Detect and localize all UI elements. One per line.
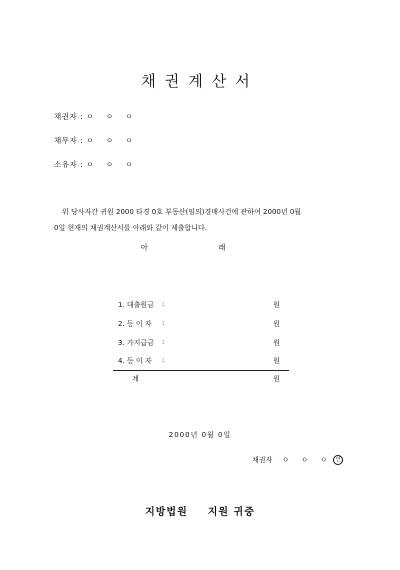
item-label: 2. 등 이 자 bbox=[118, 320, 152, 328]
party-owner: 소유자 : ㅇ ㅇ ㅇ bbox=[54, 160, 138, 169]
seal-icon: 인 bbox=[333, 455, 343, 465]
signer-value: ㅇ ㅇ ㅇ bbox=[282, 456, 332, 464]
item-unit: 원 bbox=[273, 339, 280, 347]
party-value: ㅇ ㅇ ㅇ bbox=[86, 136, 138, 145]
section-heading: 아 래 bbox=[140, 243, 260, 252]
party-creditor: 채권자 : ㅇ ㅇ ㅇ bbox=[54, 112, 138, 121]
total-unit: 원 bbox=[273, 375, 280, 383]
body-line-2: 0일 현재의 채권계산서를 아래와 같이 제출합니다. bbox=[54, 224, 208, 232]
item-row-interest-2: 4. 등 이 자 : 원 bbox=[118, 356, 280, 365]
party-label: 소유자 bbox=[54, 160, 78, 169]
body-paragraph bbox=[54, 204, 354, 236]
signer-label: 채권자 bbox=[251, 456, 273, 464]
item-unit: 원 bbox=[273, 357, 280, 365]
court-addressee bbox=[0, 503, 400, 518]
court-name: 지방법원 bbox=[145, 507, 188, 518]
item-label: 1. 대출원금 bbox=[118, 301, 154, 309]
party-value: ㅇ ㅇ ㅇ bbox=[86, 112, 138, 121]
party-debtor: 채무자 : ㅇ ㅇ ㅇ bbox=[54, 136, 138, 145]
document-title: 채권계산서 bbox=[141, 72, 259, 90]
item-row-advance: 3. 가지급금 : 원 bbox=[118, 338, 280, 347]
item-label: 3. 가지급금 bbox=[118, 339, 154, 347]
court-branch: 지원 귀중 bbox=[207, 507, 255, 518]
item-unit: 원 bbox=[273, 320, 280, 328]
signer-line bbox=[252, 455, 343, 465]
body-line-1: 위 당사자간 귀원 2000 타경 0호 부동산(임의)경매사건에 관하여 2000년 0월 bbox=[62, 208, 302, 216]
item-unit: 원 bbox=[273, 301, 280, 309]
total-row bbox=[132, 374, 290, 384]
party-label: 채권자 bbox=[54, 112, 78, 121]
item-label: 4. 등 이 자 bbox=[118, 357, 152, 365]
total-label: 계 bbox=[132, 375, 139, 383]
total-divider bbox=[113, 370, 289, 371]
party-value: ㅇ ㅇ ㅇ bbox=[86, 160, 138, 169]
item-row-principal: 1. 대출원금 : 원 bbox=[118, 300, 280, 309]
item-row-interest-1: 2. 등 이 자 : 원 bbox=[118, 319, 280, 328]
document-date: 2000년 0월 0일 bbox=[168, 431, 232, 439]
party-label: 채무자 bbox=[54, 136, 78, 145]
